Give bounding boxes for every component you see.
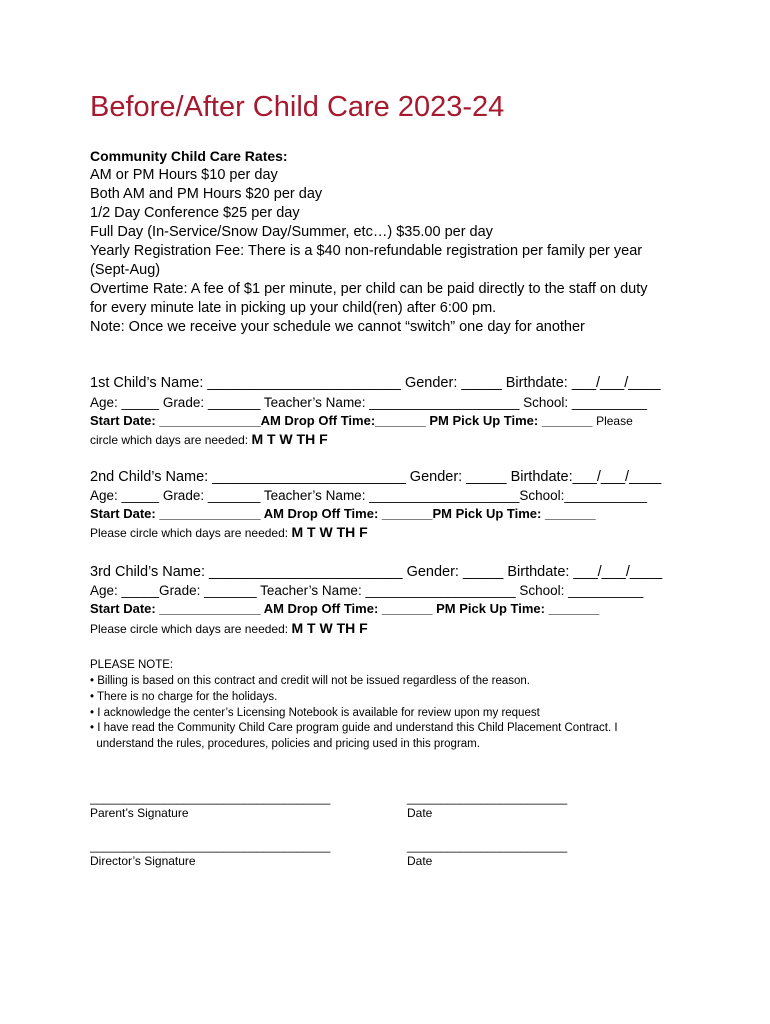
child-1-age-line[interactable]: Age: _____ Grade: _______ Teacher’s Name: ____________________ School: __________ [90, 395, 647, 410]
child-1-start-text: Start Date: ______________AM Drop Off Time:_______ PM Pick Up Time: _______ [90, 413, 593, 428]
rates-heading: Community Child Care Rates: [90, 148, 288, 164]
page-title: Before/After Child Care 2023-24 [90, 91, 505, 123]
rate-line: Full Day (In-Service/Snow Day/Summer, etc…) $35.00 per day [90, 224, 493, 240]
parent-signature-line[interactable]: ____________________________________ [90, 791, 331, 805]
rate-line: AM or PM Hours $10 per day [90, 167, 278, 183]
child-2-start-line[interactable]: Start Date: ______________ AM Drop Off Time: _______PM Pick Up Time: _______ [90, 506, 596, 521]
rate-line: 1/2 Day Conference $25 per day [90, 205, 300, 221]
note-line: • I acknowledge the center’s Licensing Notebook is available for review upon my request [90, 707, 540, 719]
parent-date-label: Date [407, 806, 433, 820]
child-2-days[interactable]: M T W TH F [291, 524, 368, 540]
note-line: • I have read the Community Child Care program guide and understand this Child Placement Contract. I [90, 722, 618, 734]
child-1-days[interactable]: M T W TH F [251, 431, 328, 447]
child-3-age-line[interactable]: Age: _____Grade: _______ Teacher’s Name: ____________________ School: __________ [90, 583, 644, 598]
rate-line: Yearly Registration Fee: There is a $40 non-refundable registration per family per year [90, 243, 643, 259]
parent-signature-label: Parent’s Signature [90, 806, 189, 820]
child-3-start-line[interactable]: Start Date: ______________ AM Drop Off Time: _______ PM Pick Up Time: _______ [90, 601, 600, 616]
child-2-age-line[interactable]: Age: _____ Grade: _______ Teacher’s Name: ____________________School:___________ [90, 488, 647, 503]
child-3-days-line [90, 620, 368, 636]
parent-date-line[interactable]: ________________________ [407, 791, 568, 805]
child-2-days-line [90, 524, 368, 540]
rate-line: Both AM and PM Hours $20 per day [90, 186, 323, 202]
child-2-name-line[interactable]: 2nd Child’s Name: ________________________ Gender: _____ Birthdate:___/___/____ [90, 469, 662, 485]
child-1-please-text: Please [596, 414, 633, 428]
director-date-line[interactable]: ________________________ [407, 839, 568, 853]
note-line: • Billing is based on this contract and credit will not be issued regardless of the reason. [90, 675, 530, 687]
rate-line: Overtime Rate: A fee of $1 per minute, per child can be paid directly to the staff on duty [90, 281, 648, 297]
rate-line: (Sept-Aug) [90, 262, 161, 278]
child-1-name-line[interactable]: 1st Child’s Name: ________________________ Gender: _____ Birthdate: ___/___/____ [90, 375, 661, 391]
director-signature-line[interactable]: ____________________________________ [90, 839, 331, 853]
child-1-start-line[interactable] [90, 413, 633, 428]
rate-line: Note: Once we receive your schedule we cannot “switch” one day for another [90, 319, 585, 335]
note-line: • There is no charge for the holidays. [90, 691, 278, 703]
child-3-name-line[interactable]: 3rd Child’s Name: ________________________ Gender: _____ Birthdate: ___/___/____ [90, 564, 663, 580]
child-2-circle-text: Please circle which days are needed: [90, 526, 289, 540]
director-date-label: Date [407, 854, 433, 868]
child-3-circle-text: Please circle which days are needed: [90, 622, 289, 636]
child-1-circle-text: circle which days are needed: [90, 433, 249, 447]
notes-heading: PLEASE NOTE: [90, 659, 174, 671]
rate-line: for every minute late in picking up your child(ren) after 6:00 pm. [90, 300, 497, 316]
child-1-days-line [90, 431, 328, 447]
child-3-days[interactable]: M T W TH F [291, 620, 368, 636]
note-line: understand the rules, procedures, policies and pricing used in this program. [90, 738, 480, 750]
director-signature-label: Director’s Signature [90, 854, 196, 868]
